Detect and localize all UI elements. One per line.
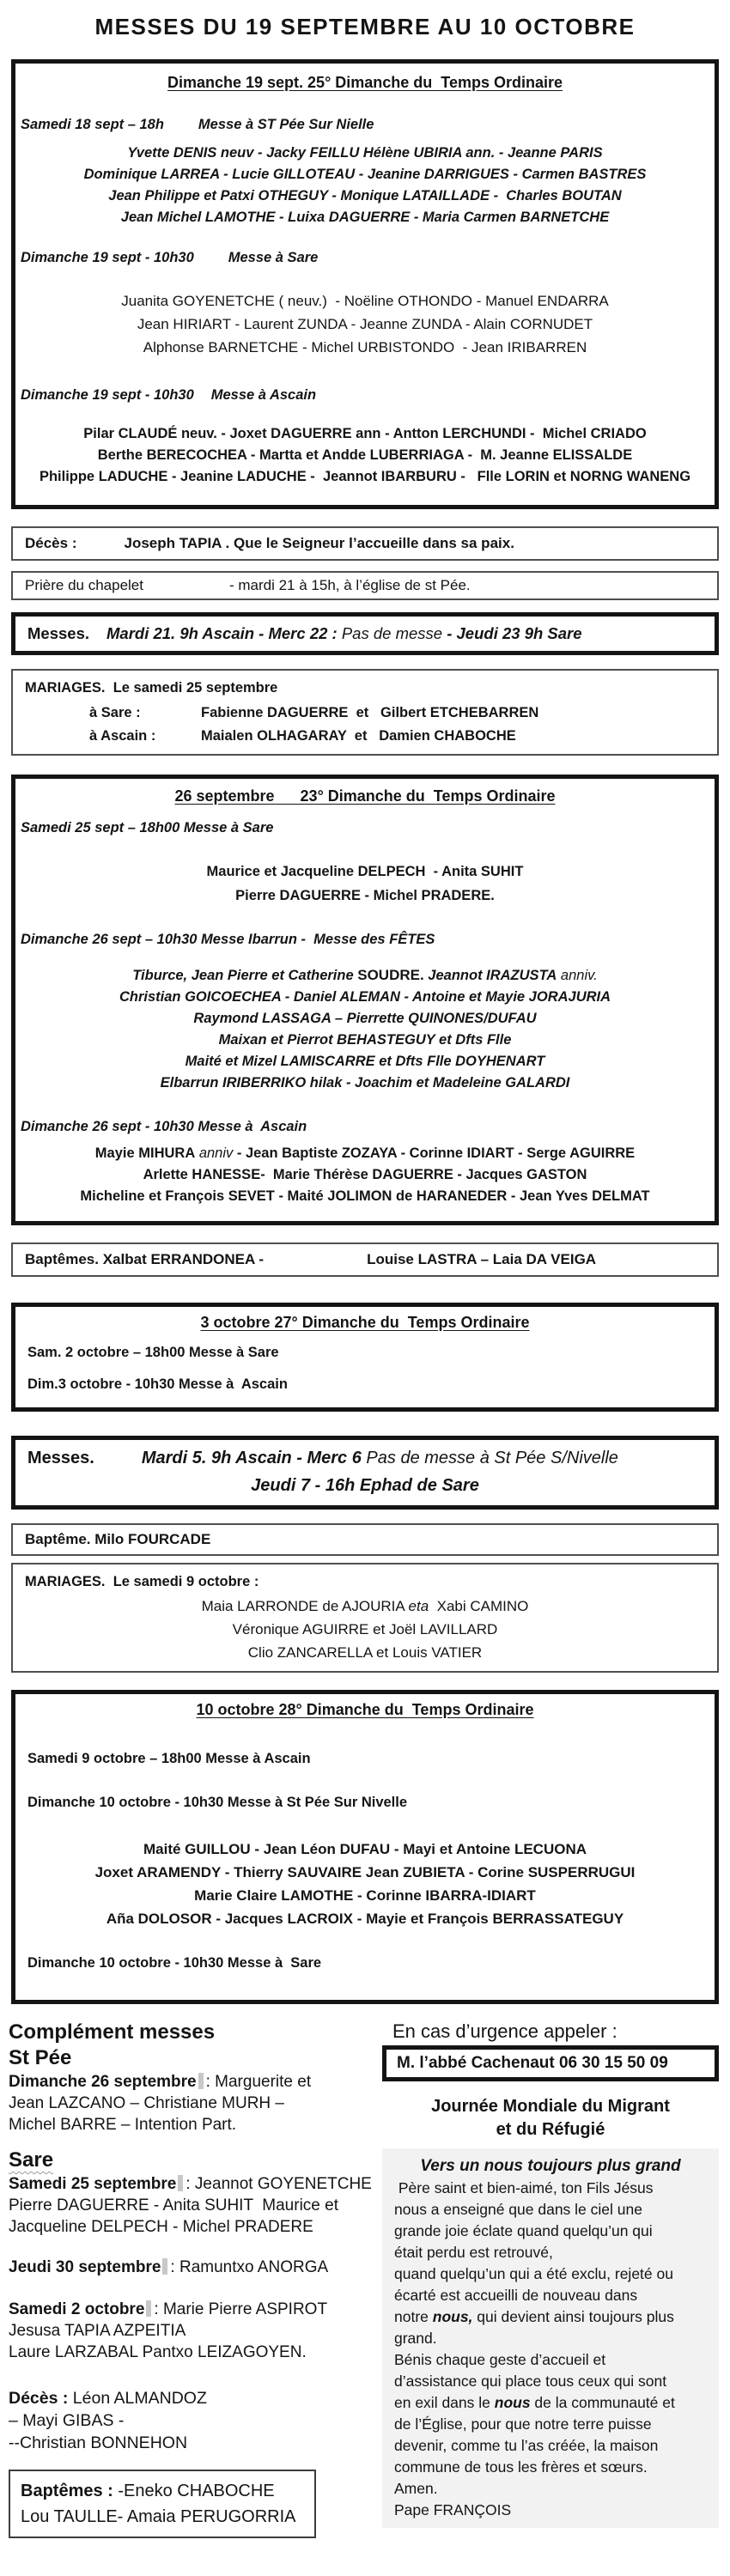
names-line: Jean Philippe et Patxi OTHEGUY - Monique LATAILLADE - Charles BOUTAN xyxy=(108,188,622,204)
week3-box xyxy=(11,1303,719,1412)
prayer-title: Vers un nous toujours plus grand xyxy=(420,2157,681,2175)
mariages-oct-row xyxy=(25,1595,705,1618)
journee-line1: Journée Mondiale du Migrant xyxy=(431,2097,670,2116)
mariage-names: Fabienne DAGUERRE et Gilbert ETCHEBARREN xyxy=(201,705,539,720)
names-line: Raymond LASSAGA – Pierrette QUINONES/DUFAU xyxy=(193,1011,537,1026)
names-line: Micheline et François SEVET - Maité JOLIMON de HARANEDER - Jean Yves DELMAT xyxy=(80,1188,650,1204)
sare-heading-text: Sare xyxy=(9,2148,54,2172)
prayer-part: de la communauté et xyxy=(530,2394,675,2411)
deces-line: – Mayi GIBAS - xyxy=(9,2411,125,2430)
week3-saturday-line: Sam. 2 octobre – 18h00 Messe à Sare xyxy=(27,1345,279,1360)
mariages-sep-date: Le samedi 25 septembre xyxy=(113,680,278,696)
deces-text: Joseph TAPIA . Que le Seigneur l’accueille dans sa paix. xyxy=(124,535,514,551)
stpee-line: Michel BARRE – Intention Part. xyxy=(9,2116,237,2134)
prayer-signature: Pape FRANÇOIS xyxy=(394,2501,512,2518)
prayer-line: devenir, comme tu l’as créée, la maison xyxy=(394,2437,659,2454)
sare-line: : Jeannot GOYENETCHE xyxy=(186,2175,372,2193)
week1-sunday-sare-line xyxy=(21,247,709,269)
prayer-part-nous: nous xyxy=(494,2394,531,2411)
week2-box xyxy=(11,775,719,1225)
names-line: Alphonse BARNETCHE - Michel URBISTONDO - Jean IRIBARREN xyxy=(143,339,587,355)
week3-title: 3 octobre 27° Dimanche du Temps Ordinaire xyxy=(200,1314,530,1331)
baptemes-label: Baptêmes : xyxy=(21,2482,113,2500)
deces-box xyxy=(11,526,719,561)
deces-line: --Christian BONNEHON xyxy=(9,2433,188,2452)
week4-box xyxy=(11,1690,719,2004)
prayer-line: Père saint et bien-aimé, ton Fils Jésus xyxy=(394,2179,654,2196)
cursor-artifact xyxy=(162,2258,167,2275)
names-part-anniv: anniv xyxy=(198,1145,234,1161)
baptemes-sep-part1: Xalbat ERRANDONEA - xyxy=(102,1251,265,1267)
mariage-names: Maialen OLHAGARAY et Damien CHABOCHE xyxy=(201,728,516,744)
week2-title: 26 septembre 23° Dimanche du Temps Ordinaire xyxy=(174,787,556,805)
messes-week2-box xyxy=(11,1436,719,1510)
deces-line xyxy=(9,2387,382,2409)
chapelet-label: Prière du chapelet xyxy=(25,577,143,593)
stpee-line: : Marguerite et xyxy=(205,2073,312,2091)
mariage-place: à Ascain : xyxy=(89,728,156,744)
messes-week2-label: Messes. xyxy=(27,1449,94,1467)
messes-week1-line xyxy=(27,622,703,646)
mariages-sep-box xyxy=(11,669,719,756)
prayer-line: Bénis chaque geste d’accueil et xyxy=(394,2351,606,2368)
week2-sunday-ibarrun-line: Dimanche 26 sept – 10h30 Messe Ibarrun - Messe des FÊTES xyxy=(21,932,435,947)
mariages-sep-row xyxy=(25,702,705,724)
mariage-names: Maia LARRONDE de AJOURIA xyxy=(201,1598,405,1614)
baptemes-name: -Eneko CHABOCHE xyxy=(118,2482,275,2500)
prayer-line: écarté est accueilli de nouveau dans xyxy=(394,2287,638,2304)
mariages-oct-box xyxy=(11,1563,719,1673)
week4-sunday-sare-line: Dimanche 10 octobre - 10h30 Messe à Sare xyxy=(27,1955,322,1971)
mariage-place: à Sare : xyxy=(89,705,141,720)
sare-date-label: Samedi 25 septembre xyxy=(9,2175,177,2193)
names-part: Mayie MIHURA xyxy=(94,1145,196,1161)
names-line: Elbarrun IRIBERRIKO hilak - Joachim et Madeleine GALARDI xyxy=(160,1075,570,1091)
mariages-oct-label: MARIAGES. xyxy=(25,1574,106,1589)
week1-saturday-when: Samedi 18 sept – 18h xyxy=(21,117,164,132)
names-line: Maité et Mizel LAMISCARRE et Dfts Flle DOYHENART xyxy=(185,1054,545,1069)
chapelet-line xyxy=(25,577,705,594)
complement-sare-heading xyxy=(9,2148,382,2173)
jeudi-text: : Ramuntxo ANORGA xyxy=(170,2258,329,2276)
cursor-artifact xyxy=(178,2175,183,2191)
deces-name: Léon ALMANDOZ xyxy=(72,2389,207,2408)
complement-deces-para xyxy=(9,2387,382,2454)
messes-week2-days: Mardi 5. 9h Ascain - Merc 6 xyxy=(141,1449,362,1467)
baptemes-line xyxy=(21,2478,304,2504)
sam2-line: : Marie Pierre ASPIROT xyxy=(154,2300,328,2318)
prayer-line: nous a enseigné que dans le ciel une xyxy=(394,2201,642,2218)
baptemes-sep-part2: Louise LASTRA – Laia DA VEIGA xyxy=(367,1251,597,1267)
names-line: Dominique LARREA - Lucie GILLOTEAU - Jeanine DARRIGUES - Carmen BASTRES xyxy=(83,167,647,182)
messes-week2-line2: Jeudi 7 - 16h Ephad de Sare xyxy=(251,1476,479,1495)
sam2-date-label: Samedi 2 octobre xyxy=(9,2300,145,2318)
deces-label: Décès : xyxy=(25,535,77,551)
mariage-names: Xabi CAMINO xyxy=(436,1598,529,1614)
week4-sunday-stpee-line: Dimanche 10 octobre - 10h30 Messe à St Pée Sur Nivelle xyxy=(27,1795,408,1810)
mariages-sep-heading xyxy=(25,677,705,699)
week1-title: Dimanche 19 sept. 25° Dimanche du Temps Ordinaire xyxy=(167,74,563,91)
bapteme-oct-line: Baptême. Milo FOURCADE xyxy=(25,1531,211,1547)
names-line: Jean HIRIART - Laurent ZUNDA - Jeanne ZUNDA - Alain CORNUDET xyxy=(137,316,593,332)
sare-line: Pierre DAGUERRE - Anita SUHIT Maurice et xyxy=(9,2196,338,2215)
jeudi-date-label: Jeudi 30 septembre xyxy=(9,2258,161,2276)
baptemes-sep-label: Baptêmes. xyxy=(25,1251,99,1267)
week2-saturday-line: Samedi 25 sept – 18h00 Messe à Sare xyxy=(21,820,274,835)
sare-line: Jacqueline DELPECH - Michel PRADERE xyxy=(9,2218,313,2236)
names-line: Maurice et Jacqueline DELPECH - Anita SUHIT xyxy=(206,864,524,879)
complement-sam2-para xyxy=(9,2299,382,2363)
week2-ibarrun-names xyxy=(21,964,709,1094)
names-line: Pierre DAGUERRE - Michel PRADERE. xyxy=(235,888,495,903)
week1-saturday-names xyxy=(21,143,709,228)
names-line: Arlette HANESSE- Marie Thérèse DAGUERRE - Jacques GASTON xyxy=(143,1167,587,1182)
stpee-date-label: Dimanche 26 septembre xyxy=(9,2073,197,2091)
names-line: Christian GOICOECHEA - Daniel ALEMAN - Antoine et Mayie JORAJURIA xyxy=(119,989,611,1005)
mariages-oct-row: Véronique AGUIRRE et Joël LAVILLARD xyxy=(232,1621,498,1637)
prayer-box xyxy=(382,2148,719,2528)
baptemes-line: Lou TAULLE- Amaia PERUGORRIA xyxy=(21,2507,296,2526)
complement-stpee-para xyxy=(9,2071,382,2136)
names-line: Aña DOLOSOR - Jacques LACROIX - Mayie et François BERRASSATEGUY xyxy=(106,1911,624,1927)
week1-sunday-sare-where: Messe à Sare xyxy=(228,250,319,265)
bottom-section xyxy=(0,2020,719,2538)
week2-ascain-names xyxy=(21,1143,709,1207)
cursor-artifact xyxy=(198,2073,204,2089)
mariages-sep-row xyxy=(25,726,705,747)
prayer-part: qui devient ainsi toujours plus xyxy=(472,2308,674,2325)
prayer-line: commune de tous les frères et sœurs. xyxy=(394,2458,648,2476)
urgence-heading: En cas d’urgence appeler : xyxy=(392,2020,617,2042)
names-line xyxy=(21,1143,709,1164)
deces-line xyxy=(25,535,705,552)
complement-title: Complément messes xyxy=(9,2020,216,2044)
prayer-line: Amen. xyxy=(394,2480,438,2497)
week1-saturday-line xyxy=(21,114,709,136)
names-line: Pilar CLAUDÉ neuv. - Joxet DAGUERRE ann - Antton LERCHUNDI - Michel CRIADO xyxy=(83,426,647,441)
deces-label: Décès : xyxy=(9,2389,69,2408)
journee-heading xyxy=(382,2095,719,2142)
prayer-line: de l’Église, pour que notre terre puisse xyxy=(394,2415,652,2433)
names-line: Maité GUILLOU - Jean Léon DUFAU - Mayi et Antoine LECUONA xyxy=(143,1841,587,1857)
baptemes-sep-box xyxy=(11,1242,719,1277)
baptemes-sep-line xyxy=(25,1251,705,1268)
mariages-oct-heading xyxy=(25,1571,705,1593)
names-part-soudre: SOUDRE. xyxy=(357,967,424,983)
week1-sunday-ascain-where: Messe à Ascain xyxy=(210,387,317,403)
week2-saturday-names xyxy=(21,861,709,907)
messes-week1-thursday: - Jeudi 23 9h Sare xyxy=(447,624,582,642)
chapelet-box xyxy=(11,571,719,600)
prayer-line: d’assistance qui place tous ceux qui sont xyxy=(394,2372,667,2390)
week1-sunday-sare-when: Dimanche 19 sept - 10h30 xyxy=(21,250,194,265)
complement-column xyxy=(0,2020,382,2538)
bapteme-oct-box xyxy=(11,1523,719,1556)
mariages-sep-label: MARIAGES. xyxy=(25,680,106,696)
messes-week1-days: Mardi 21. 9h Ascain - Merc 22 : xyxy=(106,624,338,642)
prayer-line: quand quelqu’un qui a été exclu, rejeté ou xyxy=(394,2265,673,2282)
mariage-eta: eta xyxy=(408,1598,429,1614)
prayer-part-nous: nous, xyxy=(432,2308,473,2325)
week3-sunday-line: Dim.3 octobre - 10h30 Messe à Ascain xyxy=(27,1376,288,1392)
messes-week1-label: Messes. xyxy=(27,624,89,642)
week1-sunday-ascain-names xyxy=(21,423,709,488)
prayer-line xyxy=(394,2306,707,2328)
names-part: - Jean Baptiste ZOZAYA - Corinne IDIART - Serge AGUIRRE xyxy=(236,1145,636,1161)
names-part: Jeannot IRAZUSTA xyxy=(428,968,557,983)
journee-line2: et du Réfugié xyxy=(496,2120,605,2139)
mariages-oct-row: Clio ZANCARELLA et Louis VATIER xyxy=(247,1644,483,1661)
names-line: Yvette DENIS neuv - Jacky FEILLU Hélène UBIRIA ann. - Jeanne PARIS xyxy=(127,145,603,161)
week4-names xyxy=(27,1838,703,1930)
prayer-part: notre xyxy=(394,2308,433,2325)
page-title: MESSES DU 19 SEPTEMBRE AU 10 OCTOBRE xyxy=(94,14,636,39)
week4-saturday-line: Samedi 9 octobre – 18h00 Messe à Ascain xyxy=(27,1751,311,1766)
baptemes-oct-box xyxy=(9,2470,316,2538)
names-line: Philippe LADUCHE - Jeanine LADUCHE - Jeannot IBARBURU - Flle LORIN et NORNG WANENG xyxy=(39,469,691,484)
sam2-line: Laure LARZABAL Pantxo LEIZAGOYEN. xyxy=(9,2343,307,2361)
chapelet-text: - mardi 21 à 15h, à l’église de st Pée. xyxy=(228,577,471,593)
names-line: Jean Michel LAMOTHE - Luixa DAGUERRE - Maria Carmen BARNETCHE xyxy=(120,210,610,225)
urgence-column xyxy=(382,2020,719,2538)
names-part-anniv: anniv. xyxy=(560,968,598,983)
prayer-line: était perdu est retrouvé, xyxy=(394,2244,553,2261)
names-line: Juanita GOYENETCHE ( neuv.) - Noëline OTHONDO - Manuel ENDARRA xyxy=(121,293,609,309)
week1-sunday-ascain-when: Dimanche 19 sept - 10h30 xyxy=(21,387,194,403)
prayer-line: grand. xyxy=(394,2330,437,2347)
urgence-phone-box xyxy=(382,2045,719,2081)
prayer-line: grande joie éclate quand quelqu’un qui xyxy=(394,2222,653,2239)
week1-saturday-where: Messe à ST Pée Sur Nielle xyxy=(198,117,374,132)
messes-week2-nomass: Pas de messe à St Pée S/Nivelle xyxy=(366,1449,618,1467)
names-line: Maixan et Pierrot BEHASTEGUY et Dfts Flle xyxy=(218,1032,512,1048)
week1-sunday-ascain-line xyxy=(21,385,709,406)
stpee-line: Jean LAZCANO – Christiane MURH – xyxy=(9,2094,284,2112)
week4-title: 10 octobre 28° Dimanche du Temps Ordinaire xyxy=(196,1701,534,1718)
week2-sunday-ascain-line: Dimanche 26 sept - 10h30 Messe à Ascain xyxy=(21,1119,307,1134)
week1-box xyxy=(11,59,719,509)
messes-week1-box xyxy=(11,612,719,655)
complement-sare-para xyxy=(9,2173,382,2238)
names-line: Joxet ARAMENDY - Thierry SAUVAIRE Jean ZUBIETA - Corine SUSPERRUGUI xyxy=(94,1864,636,1880)
names-line: Marie Claire LAMOTHE - Corinne IBARRA-IDIART xyxy=(194,1887,536,1904)
complement-stpee-heading: St Pée xyxy=(9,2046,72,2069)
sam2-line: Jesusa TAPIA AZPEITIA xyxy=(9,2322,186,2340)
names-part: Tiburce, Jean Pierre et Catherine xyxy=(132,968,354,983)
mariages-oct-date: Le samedi 9 octobre : xyxy=(113,1574,259,1589)
messes-week2-line1 xyxy=(27,1445,703,1471)
urgence-phone: M. l’abbé Cachenaut 06 30 15 50 09 xyxy=(397,2054,668,2072)
names-line: Berthe BERECOCHEA - Martta et Andde LUBERRIAGA - M. Jeanne ELISSALDE xyxy=(97,447,633,463)
complement-jeudi-line xyxy=(9,2257,382,2278)
week1-sunday-sare-names xyxy=(21,289,709,359)
names-line xyxy=(21,964,709,987)
messes-week1-nomass: Pas de messe xyxy=(341,624,443,642)
prayer-part: en exil dans le xyxy=(394,2394,495,2411)
prayer-line xyxy=(394,2392,707,2414)
cursor-artifact xyxy=(146,2300,151,2317)
